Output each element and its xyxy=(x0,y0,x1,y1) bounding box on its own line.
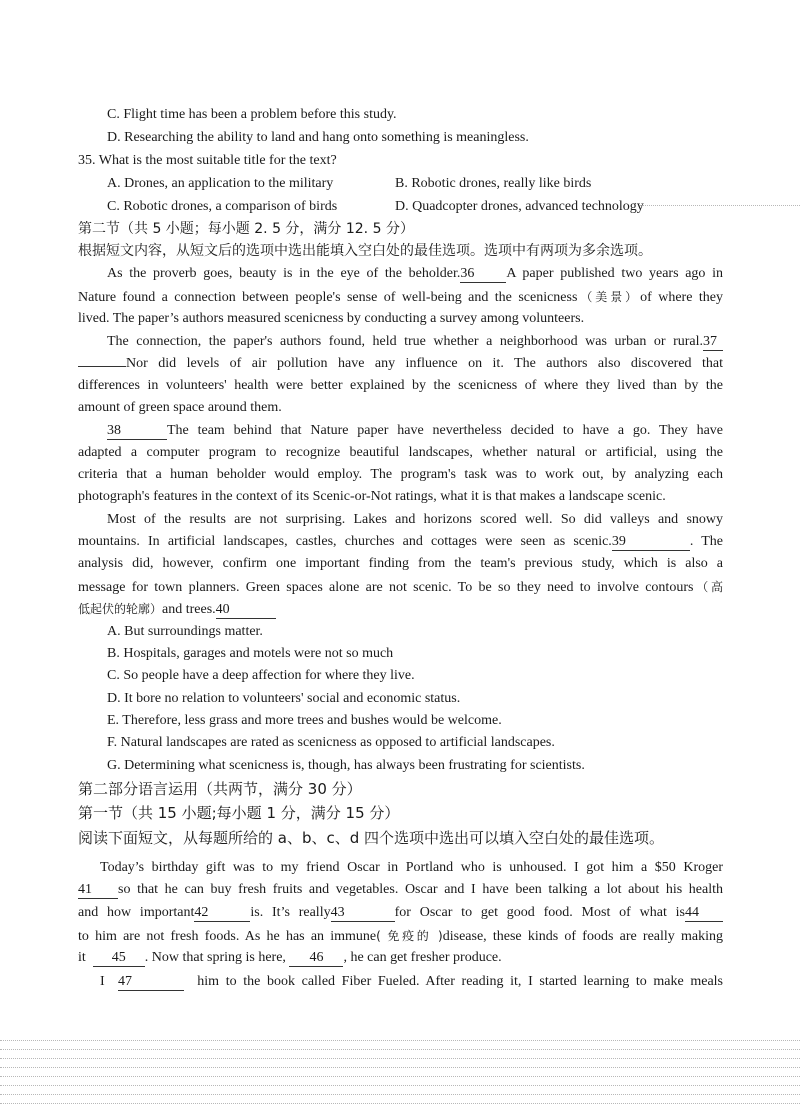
passage-line xyxy=(107,332,723,352)
blank-44[interactable]: 44 xyxy=(685,905,723,922)
blank-39[interactable]: 39 xyxy=(612,534,690,551)
passage-line xyxy=(78,287,723,307)
text-span: it xyxy=(78,950,86,965)
text-span: him to the book called Fiber Fueled. After reading it, I started learning to make meals xyxy=(197,974,723,989)
text-span: . Now that spring is here, xyxy=(144,950,286,965)
passage-line: amount of green space around them. xyxy=(78,400,282,415)
blank-42[interactable]: 42 xyxy=(194,905,250,922)
passage-line xyxy=(78,577,723,597)
dotted-rule xyxy=(0,1076,800,1078)
chinese-note: （高 xyxy=(693,580,723,594)
section2-instruction: 根据短文内容，从短文后的选项中选出能填入空白处的最佳选项。选项中有两项为多余选项。 xyxy=(78,243,652,259)
passage-line: lived. The paper’s authors measured scenicness by conducting a survey among volunteers. xyxy=(78,311,585,326)
text-span: is. It’s really xyxy=(250,905,331,920)
passage-line xyxy=(107,421,723,441)
text-span: so that he can buy fresh fruits and vegetables. Oscar and I have been talking a lot about his health xyxy=(118,882,723,897)
passage-line xyxy=(78,354,723,374)
text-span: and trees. xyxy=(162,602,216,617)
passage-line: criteria that a human beholder would employ. The program's task was to work out, by analyzing each xyxy=(78,467,723,482)
dotted-rule xyxy=(0,1040,800,1042)
blank-37[interactable]: 37 xyxy=(703,334,723,351)
part2-subheading: 第一节（共 15 小题;每小题 1 分，满分 15 分） xyxy=(78,804,400,822)
chinese-note: （美景） xyxy=(577,290,641,304)
option-c: C. So people have a deep affection for where they live. xyxy=(107,668,415,683)
blank-37-tail[interactable] xyxy=(78,366,126,367)
passage-line xyxy=(78,948,723,968)
dotted-rule xyxy=(0,1049,800,1051)
dotted-rule xyxy=(0,1094,800,1096)
option-d: D. It bore no relation to volunteers' social and economic status. xyxy=(107,691,461,706)
text-span: The team behind that Nature paper have nevertheless decided to have a go. They have xyxy=(167,423,723,438)
q35-option-d: D. Quadcopter drones, advanced technology xyxy=(395,199,644,214)
option-f: F. Natural landscapes are rated as scenicness as opposed to artificial landscapes. xyxy=(107,735,555,750)
blank-41[interactable]: 41 xyxy=(78,882,118,899)
text-span: The connection, the paper's authors found, held true whether a neighborhood was urban or rural. xyxy=(107,334,703,349)
blank-43[interactable]: 43 xyxy=(331,905,395,922)
section2-heading: 第二节（共 5 小题；每小题 2. 5 分，满分 12. 5 分） xyxy=(78,221,414,237)
text-span: disease, these kinds of foods are really making xyxy=(442,929,723,944)
passage-line xyxy=(78,903,723,923)
text-span: A paper published two years ago in xyxy=(506,266,723,281)
text-span: As the proverb goes, beauty is in the eye of the beholder. xyxy=(107,266,461,281)
passage-line: Today’s birthday gift was to my friend Oscar in Portland who is unhoused. I got him a $50 Kroger xyxy=(100,860,723,875)
dotted-rule xyxy=(0,1103,800,1105)
passage-line xyxy=(78,599,723,619)
text-span: for Oscar to get good food. Most of what is xyxy=(394,905,685,920)
blank-36[interactable]: 36 xyxy=(460,266,506,283)
q35-option-c: C. Robotic drones, a comparison of birds xyxy=(107,199,338,214)
text-span: to him are not fresh foods. As he has an immune xyxy=(78,929,377,944)
q35-option-a: A. Drones, an application to the military xyxy=(107,176,334,191)
passage-line: adapted a computer program to recognize beautiful landscapes, whether natural or artificial, using the xyxy=(78,445,723,460)
passage-line: analysis did, however, confirm one important finding from the team's previous study, which is also a xyxy=(78,556,723,571)
blank-47[interactable]: 47 xyxy=(118,974,184,991)
option-e: E. Therefore, less grass and more trees and bushes would be welcome. xyxy=(107,713,502,728)
q35-option-b: B. Robotic drones, really like birds xyxy=(395,176,592,191)
passage-line xyxy=(78,880,723,900)
passage-line: differences in volunteers' health were better explained by the scenicness of where they lived than by the xyxy=(78,378,723,393)
passage-line xyxy=(100,972,723,992)
text-span: . The xyxy=(689,534,723,549)
blank-38[interactable]: 38 xyxy=(107,423,167,440)
text-span: message for town planners. Green spaces alone are not scenic. To be so they need to involve contours xyxy=(78,580,694,595)
passage-line: photograph's features in the context of its Scenic-or-Not ratings, what it is that makes a landscape scenic. xyxy=(78,489,666,504)
chinese-note: 低起伏的轮廓） xyxy=(78,602,163,616)
text-span: Nor did levels of air pollution have any influence on it. The authors also discovered that xyxy=(126,356,723,371)
q34-option-d: D. Researching the ability to land and hang onto something is meaningless. xyxy=(107,130,529,145)
passage-line: Most of the results are not surprising. Lakes and horizons scored well. So did valleys and snowy xyxy=(107,512,723,527)
passage-line xyxy=(107,264,723,284)
text-span: Nature found a connection between people's sense of well-being and the scenicness xyxy=(78,290,578,305)
q34-option-c: C. Flight time has been a problem before this study. xyxy=(107,107,397,122)
dotted-rule xyxy=(0,1067,800,1069)
text-span: and how important xyxy=(78,905,195,920)
option-a: A. But surroundings matter. xyxy=(107,624,263,639)
text-span: mountains. In artificial landscapes, castles, churches and cottages were seen as scenic. xyxy=(78,534,612,549)
blank-40[interactable]: 40 xyxy=(216,602,276,619)
q35-question: 35. What is the most suitable title for the text? xyxy=(78,153,337,168)
dotted-rule xyxy=(0,1058,800,1060)
option-g: G. Determining what scenicness is, though, has always been frustrating for scientists. xyxy=(107,758,585,773)
passage-line xyxy=(78,532,723,552)
text-span: I xyxy=(100,974,105,989)
text-span: of where they xyxy=(640,290,723,305)
dotted-rule xyxy=(0,1085,800,1087)
text-span: , he can get fresher produce. xyxy=(343,950,502,965)
option-b: B. Hospitals, garages and motels were not so much xyxy=(107,646,394,661)
blank-46[interactable]: 46 xyxy=(289,950,343,967)
part2-instruction: 阅读下面短文，从每题所给的 a、b、c、d 四个选项中选出可以填入空白处的最佳选项。 xyxy=(78,829,665,847)
passage-line xyxy=(78,926,723,946)
chinese-note: ( 免疫的 ) xyxy=(376,929,443,943)
blank-45[interactable]: 45 xyxy=(93,950,145,967)
part2-heading: 第二部分语言运用（共两节，满分 30 分） xyxy=(78,780,362,798)
